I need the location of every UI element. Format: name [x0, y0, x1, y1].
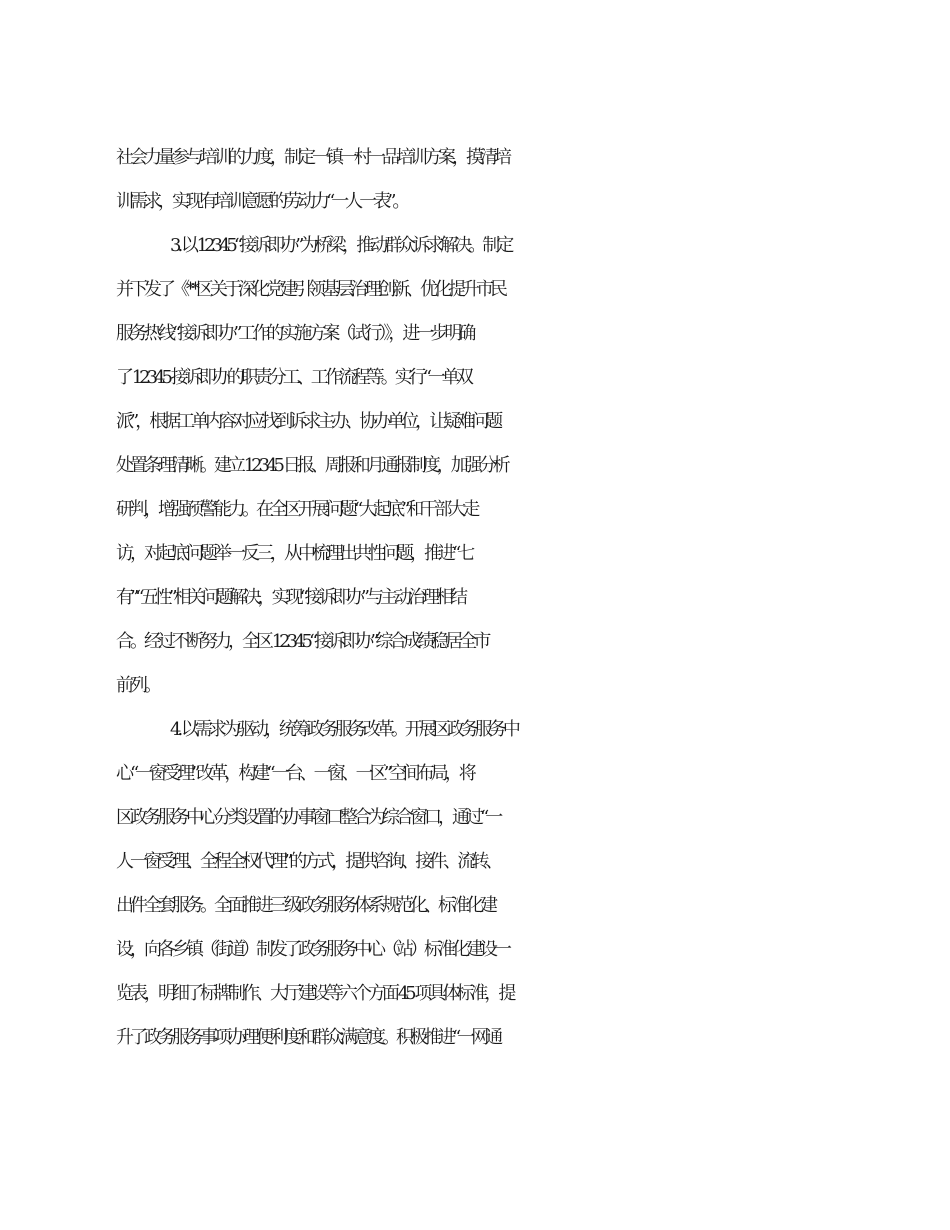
paragraph-3-heading-line: 3. 以 12345“接诉即办”为桥梁，推动群众诉求解决。制定 — [170, 235, 511, 256]
text-line: 前列。 — [116, 675, 158, 696]
text-line: 了 12345 接诉即办的职责分工、工作流程等。实行“一单双 — [116, 367, 470, 388]
text-line: 访，对起底问题举一反三，从中梳理出共性问题，推进“七 — [116, 543, 472, 564]
text-line: 并下发了《**区关于深化党建引领基层治理创新、优化提升市民 — [116, 279, 504, 300]
text-line: 训需求，实现有培训意愿的劳动力“一人一表”。 — [116, 191, 407, 212]
text-line: 服务热线“接诉即办”工作的实施方案（试行）》，进一步明确 — [116, 323, 473, 344]
text-line: 有”“五性”相关问题解决，实现“接诉即办”与主动治理相结 — [116, 587, 465, 608]
text-line: 设，向各乡镇（街道）制发了政务服务中心（站）标准化建设一 — [116, 939, 508, 960]
text-line: 处置条理清晰。建立 12345 日报、周报和月通报制度，加强分析 — [116, 455, 507, 476]
text-line: 合。经过不断努力，全区 12345“接诉即办”综合成绩稳居全市 — [116, 631, 488, 652]
text-line: 升了政务服务事项办理便利度和群众满意度。积极推进“一网通 — [116, 1027, 500, 1048]
text-line: 览表，明细了标牌制作、大厅建设等六个方面 45 项具体标准，提 — [116, 983, 513, 1004]
text-line: 社会力量参与培训的力度，制定一镇一村一品培训方案，摸清培 — [116, 147, 508, 168]
text-line: 人一窗受理、全程全权代理”的方式，提供咨询、接件、流转、 — [116, 851, 500, 872]
text-line: 心“一窗受理”改革，构建“一台、一窗、一区”空间布局，将 — [116, 763, 473, 784]
text-line: 派”，根据工单内容对应找到诉求主办、协办单位，让疑难问题 — [116, 411, 500, 432]
paragraph-4-heading-line: 4. 以需求为驱动，统筹政务服务改革。开展区政务服务中 — [170, 719, 517, 740]
text-line: 出件全套服务。全面推进三级政务服务体系规范化、标准化建 — [116, 895, 494, 916]
text-line: 区政务服务中心分类设置的办事窗口整合为综合窗口，通过“一 — [116, 807, 500, 828]
text-line: 研判，增强预警能力。在全区开展问题“大起底”和干部大走 — [116, 499, 477, 520]
